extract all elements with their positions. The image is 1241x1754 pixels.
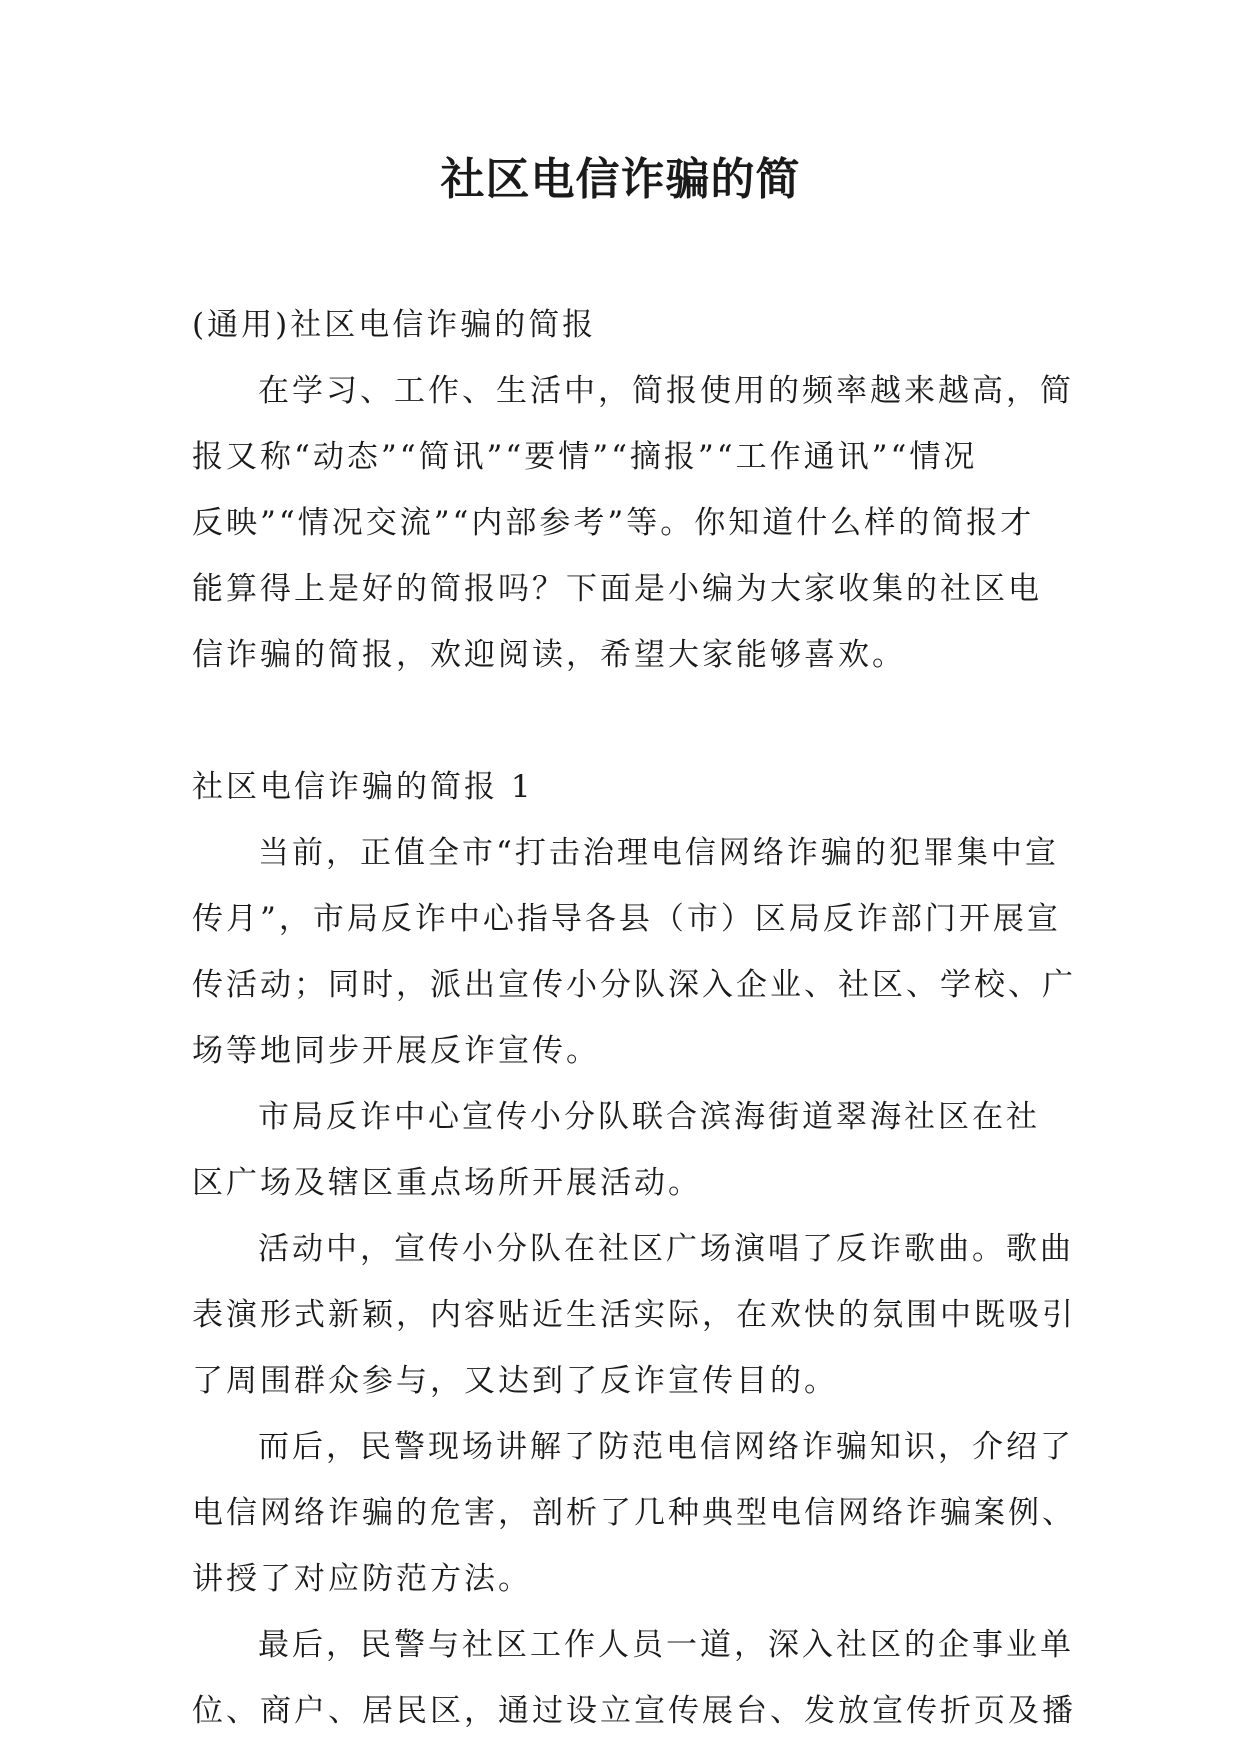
intro-paragraph: [192, 358, 1074, 688]
body-paragraph: [192, 1216, 1076, 1414]
paragraph-line: 信诈骗的简报，欢迎阅读，希望大家能够喜欢。: [192, 637, 906, 673]
document-subtitle: (通用)社区电信诈骗的简报: [192, 307, 597, 343]
paragraph-line: 活动中，宣传小分队在社区广场演唱了反诈歌曲。歌曲: [258, 1231, 1074, 1267]
paragraph-line: 报又称“动态”“简讯”“要情”“摘报”“工作通讯”“情况: [192, 439, 978, 475]
paragraph-line: 电信网络诈骗的危害，剖析了几种典型电信网络诈骗案例、: [192, 1495, 1076, 1531]
paragraph-line: 而后，民警现场讲解了防范电信网络诈骗知识，介绍了: [258, 1429, 1074, 1465]
paragraph-line: 位、商户、居民区，通过设立宣传展台、发放宣传折页及播: [192, 1693, 1076, 1729]
paragraph-line: 能算得上是好的简报吗？下面是小编为大家收集的社区电: [192, 571, 1042, 607]
paragraph-line: 了周围群众参与，又达到了反诈宣传目的。: [192, 1363, 838, 1399]
body-paragraph: [192, 1612, 1076, 1744]
paragraph-line: 传活动；同时，派出宣传小分队深入企业、社区、学校、广: [192, 967, 1076, 1003]
paragraph-line: 当前，正值全市“打击治理电信网络诈骗的犯罪集中宣: [258, 835, 1059, 871]
blank-line: [192, 688, 1052, 754]
body-paragraph: [192, 820, 1076, 1084]
document-body: [192, 292, 1076, 1744]
paragraph-line: 在学习、工作、生活中，简报使用的频率越来越高，简: [258, 373, 1074, 409]
document-title: 社区电信诈骗的简: [440, 154, 801, 205]
paragraph-line: 传月”，市局反诈中心指导各县（市）区局反诈部门开展宣: [192, 901, 1061, 937]
body-paragraph: [192, 1084, 1052, 1216]
section-heading: 社区电信诈骗的简报 1: [192, 769, 534, 805]
body-paragraph: [192, 1414, 1076, 1612]
paragraph-line: 最后，民警与社区工作人员一道，深入社区的企事业单: [258, 1627, 1074, 1663]
paragraph-line: 区广场及辖区重点场所开展活动。: [192, 1165, 702, 1201]
paragraph-line: 场等地同步开展反诈宣传。: [192, 1033, 600, 1069]
paragraph-line: 表演形式新颖，内容贴近生活实际，在欢快的氛围中既吸引: [192, 1297, 1076, 1333]
paragraph-line: 市局反诈中心宣传小分队联合滨海街道翠海社区在社: [258, 1099, 1040, 1135]
paragraph-line: 反映”“情况交流”“内部参考”等。你知道什么样的简报才: [192, 505, 1035, 541]
paragraph-line: 讲授了对应防范方法。: [192, 1561, 532, 1597]
